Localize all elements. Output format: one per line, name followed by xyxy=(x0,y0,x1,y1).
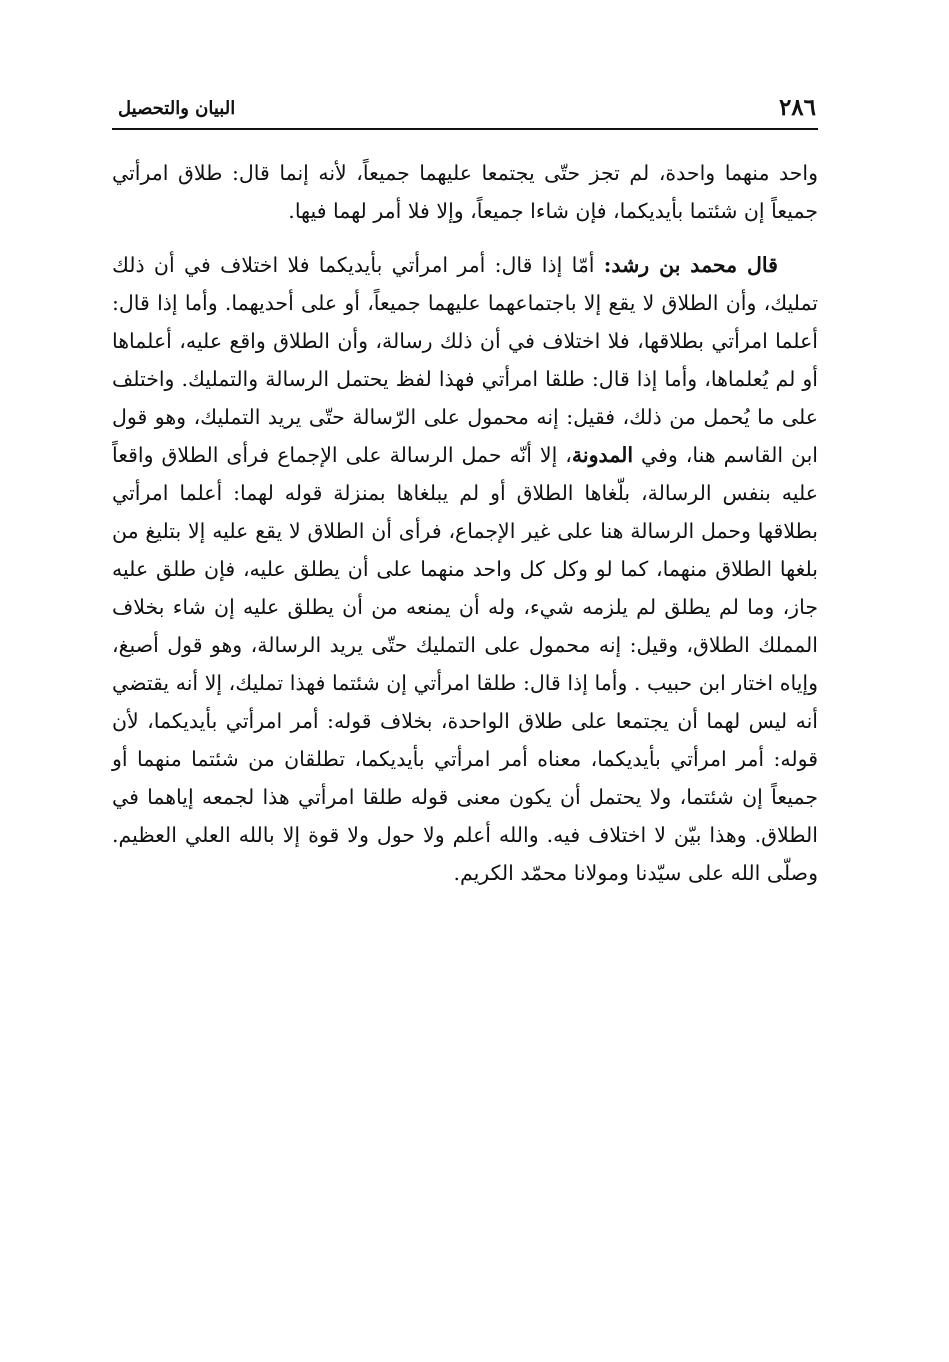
book-page xyxy=(112,88,818,1288)
page-header xyxy=(112,88,818,130)
page-number: ٢٨٦ xyxy=(778,94,816,121)
page-body xyxy=(112,154,818,892)
paragraph-2 xyxy=(112,246,818,892)
book-title-mudawwana: المدونة xyxy=(571,443,634,467)
paragraph-2-text-a: أمّا إذا قال: أمر امرأتي بأيديكما فلا اختلاف في أن ذلك تمليك، وأن الطلاق لا يقع إلا باجتماعهما عليهما جميعاً، أو على أحديهما. وأما إذا قال: أعلما امرأتي بطلاقها، فلا اختلاف في أن ذلك رسالة، وأن الطلاق واقع عليه، أعلماها أو لم يُعلماها، وأما إذا قال: طلقا امرأتي فهذا لفظ يحتمل الرسالة والتمليك. واختلف على ما يُحمل من ذلك، فقيل: إنه محمول على الرّسالة حتّى يريد التمليك، وهو قول ابن القاسم هنا، وفي xyxy=(112,253,818,467)
paragraph-2-text-b: ، إلا أنّه حمل الرسالة على الإجماع فرأى الطلاق واقعاً عليه بنفس الرسالة، بلّغاها الطلاق أو لم يبلغاها بمنزلة قوله لهما: أعلما امرأتي بطلاقها وحمل الرسالة هنا على غير الإجماع، فرأى أن الطلاق لا يقع عليه إلا بتليغ من بلغها الطلاق منهما، كما لو وكل كل واحد منهما على أن يطلق عليه، فإن طلق عليه جاز، وما لم يطلق لم يلزمه شيء، وله أن يمنعه من أن يطلق عليه إن شاء بخلاف المملك الطلاق، وقيل: إنه محمول على التمليك حتّى يريد الرسالة، وهو قول أصبغ، وإياه اختار ابن حبيب . وأما إذا قال: طلقا امرأتي إن شئتما فهذا تمليك، إلا أنه يقتضي أنه ليس لهما أن يجتمعا على طلاق الواحدة، بخلاف قوله: أمر امرأتي بأيديكما، لأن قوله: أمر امرأتي بأيديكما، معناه أمر امرأتي بأيديكما، تطلقان من شئتما منهما أو جميعاً إن شئتما، ولا يحتمل أن يكون معنى قوله طلقا امرأتي هذا لجمعه إياهما في الطلاق. وهذا بيّن لا اختلاف فيه. والله أعلم ولا حول ولا قوة إلا بالله العلي العظيم. وصلّى الله على سيّدنا ومولانا محمّد الكريم. xyxy=(112,443,819,885)
speaker-label: قال محمد بن رشد: xyxy=(603,253,778,277)
paragraph-1: واحد منهما واحدة، لم تجز حتّى يجتمعا عليهما جميعاً، لأنه إنما قال: طلاق امرأتي جميعاً إن شئتما بأيديكما، فإن شاءا جميعاً، وإلا فلا أمر لهما فيها. xyxy=(112,161,818,223)
running-title: البيان والتحصيل xyxy=(118,98,236,119)
